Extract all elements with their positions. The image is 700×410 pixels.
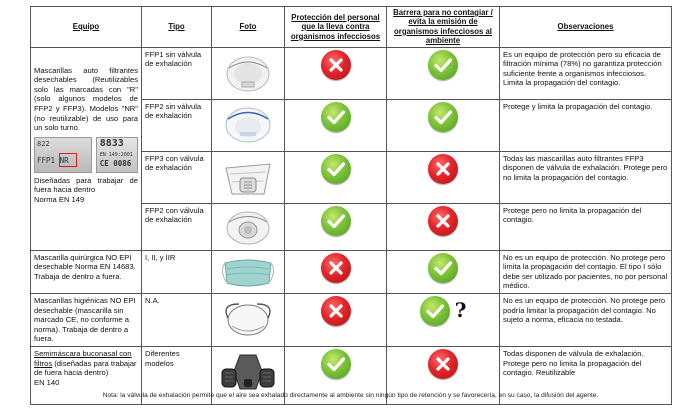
surgical-mask-image	[219, 253, 277, 291]
header-proteccion: Protección del personal que la lleva contra organismos infecciosos	[285, 7, 387, 48]
x-icon	[428, 349, 458, 379]
proteccion-ffp2-sin	[285, 99, 387, 151]
x-icon	[321, 253, 351, 283]
equipo-semimascara-norma: EN 140	[34, 377, 60, 387]
check-icon	[321, 102, 351, 132]
proteccion-quirurgica	[285, 250, 387, 293]
foto-quirurgica	[212, 250, 285, 293]
question-mark-icon: ?	[454, 298, 467, 323]
barrera-higienica	[387, 294, 500, 347]
x-icon	[321, 296, 351, 326]
proteccion-higienica	[285, 294, 387, 347]
tipo-quirurgica: I, II, y IIR	[142, 250, 212, 293]
barrera-ffp1	[387, 47, 500, 99]
header-foto: Foto	[212, 7, 285, 48]
check-icon	[321, 349, 351, 379]
tipo-ffp2-con: FFP2 con válvula de exhalación	[142, 203, 212, 250]
equipo-semimascara-title: Semimáscara buconasal con filtros	[34, 348, 132, 368]
tipo-ffp2-sin: FFP2 sin válvula de exhalación	[142, 99, 212, 151]
footnote: Nota: la válvula de exhalación permite que el aire sea exhalado directamente al ambiente sin ningún tipo de retención y se favorecería, en su caso, la difusión del agente.	[102, 392, 599, 399]
foto-higienica	[212, 294, 285, 347]
ffp3-valve-mask-image	[220, 154, 276, 200]
observaciones-ffp3-con: Todas las mascarillas auto filtrantes FFP3 disponen de válvula de exhalación. Protege pero no limita la propagación del contagio.	[500, 151, 672, 203]
check-icon	[321, 154, 351, 184]
foto-ffp2-con	[212, 203, 285, 250]
observaciones-ffp2-con: Protege pero no limita la propagación del contagio.	[500, 203, 672, 250]
hygienic-mask-image	[219, 296, 277, 340]
observaciones-quirurgica: No es un equipo de protección. No protege pero limita la propagación del contagio. El tipo I sólo debe ser utilizado por pacientes, no por personal médico.	[500, 250, 672, 293]
equipo-cell-autofiltrantes	[31, 47, 142, 250]
x-icon	[428, 206, 458, 236]
observaciones-ffp2-sin: Protege y limita la propagación del contagio.	[500, 99, 672, 151]
header-equipo: Equipo	[31, 7, 142, 48]
barrera-quirurgica	[387, 250, 500, 293]
proteccion-ffp2-con	[285, 203, 387, 250]
foto-ffp2-sin	[212, 99, 285, 151]
tipo-ffp3-con: FFP3 con válvula de exhalación	[142, 151, 212, 203]
marking-photo-right: 8833 EN 149:2001 CE 0086	[96, 137, 138, 173]
marking-images	[34, 137, 138, 173]
table-row	[31, 47, 672, 99]
proteccion-ffp3-con	[285, 151, 387, 203]
x-icon	[428, 154, 458, 184]
check-icon	[428, 50, 458, 80]
half-mask-respirator-image	[218, 349, 278, 395]
foto-ffp1	[212, 47, 285, 99]
observaciones-ffp1: Es un equipo de protección pero su eficacia de filtración mínima (78%) no garantiza protección suficiente frente a organismos infecciosos. Limita la propagación del contagio.	[500, 47, 672, 99]
equipment-comparison-table	[30, 6, 672, 405]
barrera-ffp3-con	[387, 151, 500, 203]
check-icon	[321, 206, 351, 236]
ffp2-mask-image	[220, 102, 276, 146]
header-observaciones: Observaciones	[500, 7, 672, 48]
x-icon	[321, 50, 351, 80]
header-row	[31, 7, 672, 48]
header-tipo: Tipo	[142, 7, 212, 48]
tipo-ffp1: FFP1 sin válvula de exhalación	[142, 47, 212, 99]
marking-photo-left: 822 FFP1 NR	[34, 137, 92, 173]
barrera-ffp2-sin	[387, 99, 500, 151]
check-icon	[420, 296, 450, 326]
equipo-direction: Diseñadas para trabajar de fuera hacia dentro	[34, 175, 138, 195]
check-icon	[428, 253, 458, 283]
barrera-ffp2-con	[387, 203, 500, 250]
equipo-description: Mascarillas auto filtrantes desechables (Reutilizables solo las marcadas con "R" (solo algunos modelos de FFP2 y FFP3). Modelos "NR" (no reutilizable) de uso para un solo turno.	[34, 65, 138, 133]
check-icon	[428, 102, 458, 132]
tipo-semimascara: Diferentes modelos	[142, 346, 212, 404]
observaciones-higienica: No es un equipo de protección. No protege pero podría limitar la propagación del contagio. No sujeto a norma, eficacia no testada.	[500, 294, 672, 347]
proteccion-ffp1	[285, 47, 387, 99]
equipo-norma: Norma EN 149	[34, 194, 85, 204]
equipo-semimascara-desc: (diseñadas para trabajar de fuera hacia dentro)	[34, 358, 137, 378]
equipo-quirurgica: Mascarilla quirúrgica NO EPI desechable Norma EN 14683. Trabaja de dentro a fuera.	[31, 250, 142, 293]
foto-ffp3-con	[212, 151, 285, 203]
header-barrera: Barrera para no contagiar / evita la emisión de organismos infecciosos al ambiente	[387, 7, 500, 48]
tipo-higienica: N.A.	[142, 294, 212, 347]
ffp2-valve-mask-image	[220, 206, 276, 248]
equipo-higienica: Mascarillas higiénicas NO EPI desechable (mascarilla sin marcado CE, no conforme a norma). Trabaja de dentro a fuera.	[31, 294, 142, 347]
table-row	[31, 294, 672, 347]
ffp1-mask-image	[220, 50, 276, 94]
table-row	[31, 250, 672, 293]
observaciones-semimascara: Todas disponen de válvula de exhalación. Protege pero no limita la propagación del contagio. Reutilizable	[500, 346, 672, 404]
